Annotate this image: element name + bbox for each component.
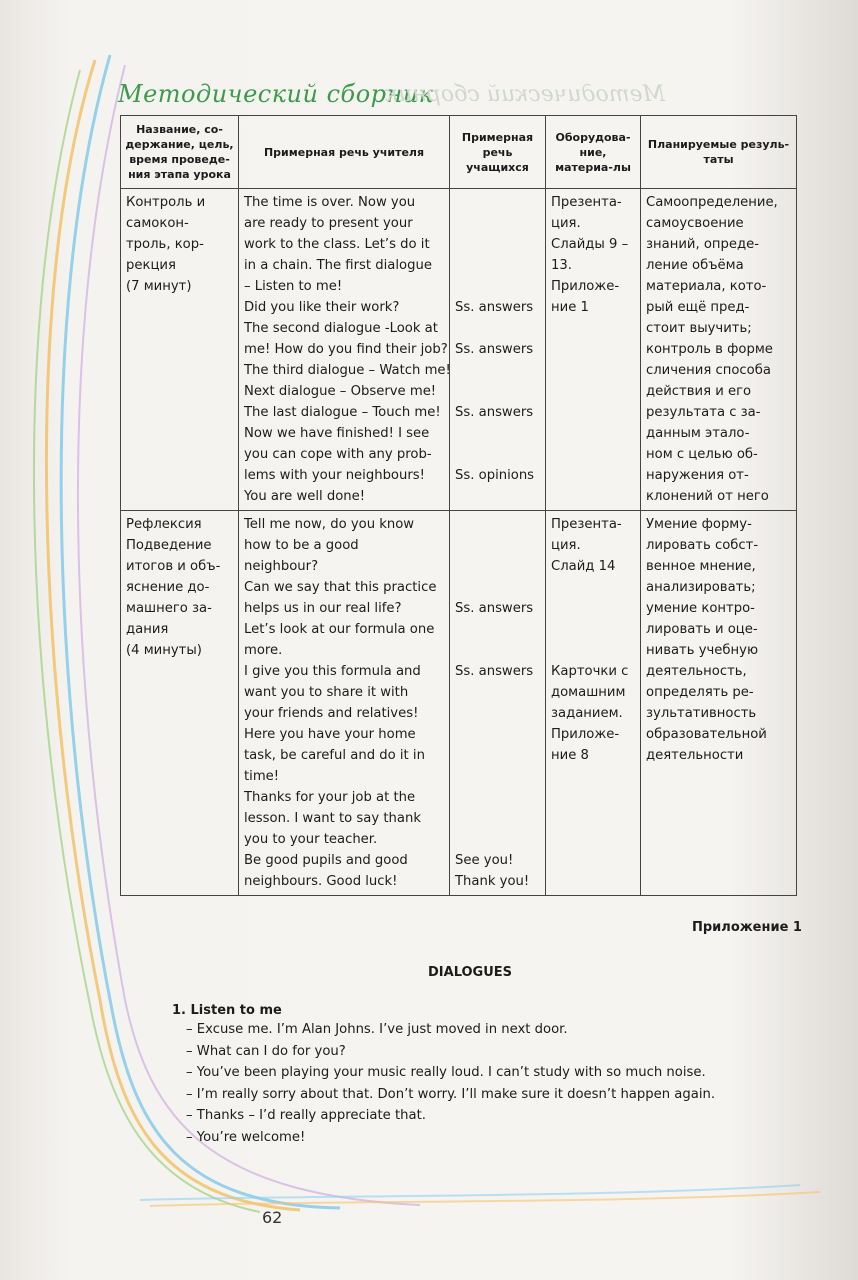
cell-line: рый ещё пред- xyxy=(646,300,750,315)
cell-line: анализировать; xyxy=(646,580,756,595)
cell-line: you can cope with any prob- xyxy=(244,447,432,462)
cell-line: I give you this formula and xyxy=(244,664,421,679)
spacer xyxy=(455,381,540,402)
cell-line: time! xyxy=(244,769,280,784)
spacer xyxy=(455,318,540,339)
spacer xyxy=(455,486,540,507)
spacer xyxy=(455,556,540,577)
cell-line: Контроль и xyxy=(126,195,206,210)
cell-line: сличения способа xyxy=(646,363,771,378)
stage-cell xyxy=(121,189,239,511)
cell-line: The last dialogue – Touch me! xyxy=(244,405,441,420)
dialogue-line: – You’ve been playing your music really loud. I can’t study with so much noise. xyxy=(186,1065,706,1080)
cell-line: helps us in our real life? xyxy=(244,601,402,616)
column-header-students-speech: Примерная речь учащихся xyxy=(450,116,546,189)
spacer xyxy=(455,234,540,255)
cell-line: (4 минуты) xyxy=(126,643,202,658)
cell-line: neighbour? xyxy=(244,559,319,574)
stage-cell xyxy=(121,511,239,896)
spacer xyxy=(455,829,540,850)
dialogue-line: – What can I do for you? xyxy=(186,1043,346,1059)
spacer xyxy=(455,619,540,640)
student-response: Thank you! xyxy=(455,874,530,889)
cell-line: – Listen to me! xyxy=(244,279,343,294)
cell-line: умение контро- xyxy=(646,601,755,616)
student-response: Ss. opinions xyxy=(455,468,535,483)
spacer xyxy=(455,360,540,381)
cell-line: действия и его xyxy=(646,384,752,399)
cell-line: дания xyxy=(126,622,169,637)
cell-line: Подведение xyxy=(126,538,212,553)
cell-line: контроль в форме xyxy=(646,342,773,357)
student-response: Ss. answers xyxy=(455,300,534,315)
cell-line: заданием. xyxy=(551,706,623,721)
cell-line: Let’s look at our formula one xyxy=(244,622,435,637)
student-response: Ss. answers xyxy=(455,601,534,616)
spacer xyxy=(455,682,540,703)
cell-line: ние 8 xyxy=(551,748,589,763)
cell-line: наружения от- xyxy=(646,468,749,483)
student-response: Ss. answers xyxy=(455,342,534,357)
cell-line: task, be careful and do it in xyxy=(244,748,425,763)
cell-line: want you to share it with xyxy=(244,685,409,700)
table-header-row xyxy=(121,116,797,189)
cell-line: Слайд 14 xyxy=(551,559,616,574)
cell-line: ция. xyxy=(551,538,581,553)
spacer xyxy=(455,514,540,535)
cell-line xyxy=(551,619,635,640)
spacer xyxy=(455,640,540,661)
cell-line: данным эталo- xyxy=(646,426,750,441)
cell-line: Tell me now, do you know xyxy=(244,517,415,532)
cell-line xyxy=(551,598,635,619)
teacher-speech-cell xyxy=(239,189,450,511)
cell-line: домашним xyxy=(551,685,626,700)
cell-line: Самоопределение, xyxy=(646,195,778,210)
cell-line: ция. xyxy=(551,216,581,231)
cell-line: Слайды 9 – xyxy=(551,237,629,252)
bleed-through-header: Методический сборник xyxy=(385,82,666,107)
spacer xyxy=(455,577,540,598)
cell-line: how to be a good xyxy=(244,538,359,553)
cell-line: результата с за- xyxy=(646,405,761,420)
students-speech-cell xyxy=(450,189,546,511)
cell-line: Презента- xyxy=(551,517,622,532)
header-title: Методический сборник xyxy=(118,80,434,108)
results-cell xyxy=(641,511,797,896)
student-response: See you! xyxy=(455,853,514,868)
column-header-stage: Название, со-держание, цель, время проведе-ния этапа урока xyxy=(121,116,239,189)
cell-line: нивать учебную xyxy=(646,643,759,658)
results-cell xyxy=(641,189,797,511)
student-response: Ss. answers xyxy=(455,664,534,679)
cell-line: Умение форму- xyxy=(646,517,752,532)
column-header-equipment: Оборудова-ние, материа-лы xyxy=(546,116,641,189)
spacer xyxy=(455,423,540,444)
cell-line: You are well done! xyxy=(244,489,366,504)
cell-line: деятельность, xyxy=(646,664,747,679)
page-number: 62 xyxy=(262,1208,283,1227)
cell-line: Be good pupils and good xyxy=(244,853,408,868)
cell-line: The third dialogue – Watch me! xyxy=(244,363,451,378)
equipment-cell xyxy=(546,511,641,896)
dialogue-line: – Excuse me. I’m Alan Johns. I’ve just moved in next door. xyxy=(186,1022,568,1037)
cell-line: your friends and relatives! xyxy=(244,706,419,721)
table-row xyxy=(121,511,797,896)
table-body xyxy=(121,189,797,896)
annex-label: Приложение 1 xyxy=(692,920,802,935)
spacer xyxy=(455,213,540,234)
cell-line: образовательной xyxy=(646,727,767,742)
cell-line: ние 1 xyxy=(551,300,589,315)
dialogues-title: DIALOGUES xyxy=(428,965,513,980)
cell-line: are ready to present your xyxy=(244,216,413,231)
teacher-speech-cell xyxy=(239,511,450,896)
spacer xyxy=(455,276,540,297)
cell-line: лировать и оце- xyxy=(646,622,758,637)
cell-line: Приложе- xyxy=(551,727,620,742)
cell-line: 13. xyxy=(551,258,572,273)
cell-line: самокон- xyxy=(126,216,189,231)
cell-line: Next dialogue – Observe me! xyxy=(244,384,437,399)
spacer xyxy=(455,255,540,276)
column-header-results: Планируемые резуль-таты xyxy=(641,116,797,189)
table-row xyxy=(121,189,797,511)
cell-line: троль, кор- xyxy=(126,237,204,252)
cell-line: зультативность xyxy=(646,706,757,721)
dialogue-lines xyxy=(186,1019,715,1148)
spacer xyxy=(455,703,540,724)
column-header-teacher-speech: Примерная речь учителя xyxy=(239,116,450,189)
dialogue-line: – Thanks – I’d really appreciate that. xyxy=(186,1108,426,1123)
cell-line: ном с целью об- xyxy=(646,447,758,462)
students-speech-cell xyxy=(450,511,546,896)
spacer xyxy=(455,787,540,808)
cell-line: Thanks for your job at the xyxy=(244,790,416,805)
dialogue-line: – I’m really sorry about that. Don’t worry. I’ll make sure it doesn’t happen again. xyxy=(186,1086,716,1102)
cell-line: самоусвоение xyxy=(646,216,744,231)
cell-line: Can we say that this practice xyxy=(244,580,437,595)
cell-line: more. xyxy=(244,643,283,658)
spacer xyxy=(455,808,540,829)
dialogue-heading: 1. Listen to me xyxy=(172,1003,282,1018)
cell-line: клонений от него xyxy=(646,489,769,504)
lesson-table xyxy=(120,115,797,896)
cell-line xyxy=(551,577,635,598)
cell-line: Here you have your home xyxy=(244,727,416,742)
cell-line: машнего за- xyxy=(126,601,212,616)
cell-line: ление объёма xyxy=(646,258,744,273)
cell-line xyxy=(551,640,635,661)
cell-line: lems with your neighbours! xyxy=(244,468,425,483)
cell-line: определять ре- xyxy=(646,685,754,700)
cell-line: neighbours. Good luck! xyxy=(244,874,398,889)
cell-line: стоит выучить; xyxy=(646,321,752,336)
spacer xyxy=(455,444,540,465)
cell-line: яснение до- xyxy=(126,580,210,595)
cell-line: Рефлексия xyxy=(126,517,202,532)
cell-line: лировать собст- xyxy=(646,538,759,553)
equipment-cell xyxy=(546,189,641,511)
student-response: Ss. answers xyxy=(455,405,534,420)
cell-line: The second dialogue -Look at xyxy=(244,321,438,336)
cell-line: Карточки с xyxy=(551,664,629,679)
cell-line: венное мнение, xyxy=(646,559,756,574)
cell-line: материала, кото- xyxy=(646,279,767,294)
cell-line: me! How do you find their job? xyxy=(244,342,448,357)
cell-line: Приложе- xyxy=(551,279,620,294)
dialogue-line: – You’re welcome! xyxy=(186,1129,306,1145)
spacer xyxy=(455,535,540,556)
cell-line: The time is over. Now you xyxy=(244,195,416,210)
cell-line: work to the class. Let’s do it xyxy=(244,237,430,252)
cell-line: lesson. I want to say thank xyxy=(244,811,421,826)
spacer xyxy=(455,724,540,745)
cell-line: Презента- xyxy=(551,195,622,210)
spacer xyxy=(455,192,540,213)
cell-line: in a chain. The first dialogue xyxy=(244,258,432,273)
cell-line: (7 минут) xyxy=(126,279,192,294)
cell-line: Now we have finished! I see xyxy=(244,426,430,441)
spacer xyxy=(455,745,540,766)
cell-line: деятельности xyxy=(646,748,744,763)
cell-line: знаний, опреде- xyxy=(646,237,760,252)
cell-line: итогов и объ- xyxy=(126,559,221,574)
cell-line: рекция xyxy=(126,258,176,273)
spacer xyxy=(455,766,540,787)
cell-line: Did you like their work? xyxy=(244,300,400,315)
cell-line: you to your teacher. xyxy=(244,832,378,847)
